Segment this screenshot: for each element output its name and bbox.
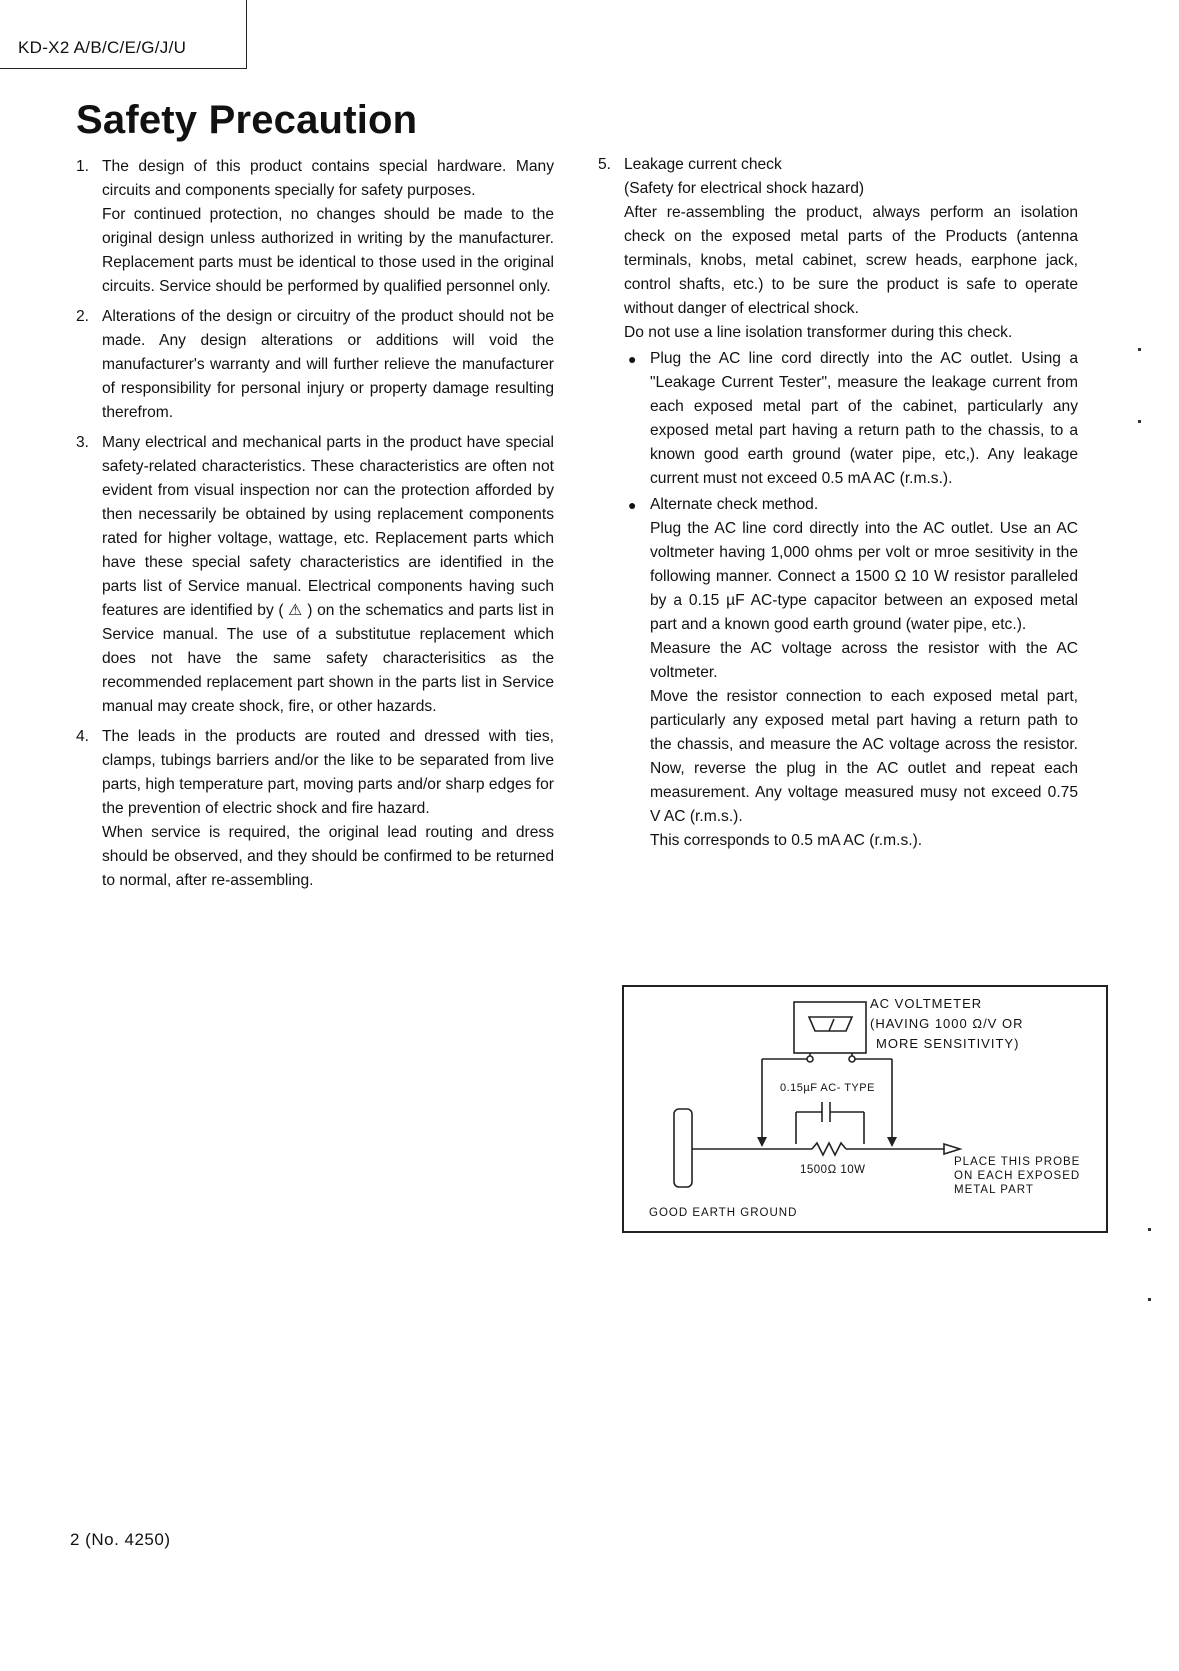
item-note: Do not use a line isolation transformer during this check. [624, 324, 1013, 341]
item-heading: Leakage current check [624, 156, 782, 173]
item-paragraph: The leads in the products are routed and dressed with ties, clamps, tubings barriers and/or the like to be separated from live parts, high temperature part, moving parts and/or sharp edges for the prevention of electric shock and fire hazard. [102, 728, 554, 817]
item-number: 4. [76, 728, 90, 745]
probe-label-1: PLACE THIS PROBE [954, 1156, 1081, 1168]
header-box [0, 0, 247, 69]
item-subheading: (Safety for electrical shock hazard) [624, 180, 865, 197]
right-column [598, 153, 1078, 859]
bullet-paragraph: Move the resistor connection to each exposed metal part, particularly any exposed metal part having a return path to the chassis, and measure the AC voltage across the resistor. Now, reverse the plug in the AC outlet and repeat each measurement. Any voltage measured musy not exceed 0.75 V AC (r.m.s.). [650, 688, 1078, 825]
probe-icon [944, 1144, 960, 1154]
circuit-schematic [624, 987, 1110, 1235]
item-paragraph: After re-assembling the product, always perform an isolation check on the exposed metal parts of the Products (antenna terminals, knobs, metal cabinet, screw heads, earphone jack, control shafts, etc.) to be sure the product is safe to operate without danger of electrical shock. [624, 204, 1078, 317]
bullet-paragraph: Measure the AC voltage across the resistor with the AC voltmeter. [650, 640, 1078, 681]
item-number: 3. [76, 434, 90, 451]
bullet-item [624, 493, 1078, 853]
scan-mark [1138, 348, 1141, 351]
item-number: 1. [76, 158, 90, 175]
probe-label-2: ON EACH EXPOSED [954, 1170, 1081, 1182]
model-number: KD-X2 A/B/C/E/G/J/U [18, 38, 187, 57]
probe-label-3: METAL PART [954, 1184, 1034, 1196]
resistor-label: 1500Ω 10W [800, 1164, 866, 1176]
capacitor-label: 0.15µF AC- TYPE [780, 1082, 875, 1094]
bullet-title: Alternate check method. [650, 496, 819, 513]
page-footer: 2 (No. 4250) [70, 1530, 171, 1549]
list-item [76, 155, 554, 299]
page-title: Safety Precaution [76, 98, 418, 142]
resistor-icon [812, 1143, 846, 1155]
scan-mark [1148, 1228, 1151, 1231]
bullet-item [624, 347, 1078, 491]
item-paragraph: When service is required, the original lead routing and dress should be observed, and they should be confirmed to be returned to normal, after re-assembling. [102, 824, 554, 889]
voltmeter-sensitivity: (HAVING 1000 Ω/V OR [870, 1016, 1024, 1031]
list-item [76, 431, 554, 719]
item-paragraph: Alterations of the design or circuitry of the product should not be made. Any design alterations or additions will void the manufacturer's warranty and will further relieve the manufacturer of responsibility for personal injury or property damage resulting therefrom. [102, 308, 554, 421]
item-paragraph: Many electrical and mechanical parts in the product have special safety-related characteristics. These characteristics are often not evident from visual inspection nor can the protection afforded by then necessarily be obtained by using replacement components rated for higher voltage, wattage, etc. Replacement parts which have these special safety characteristics are identified in the parts list of Service manual. Electrical components having such features are identified by ( ⚠ ) on the schematics and parts list in Service manual. The use of a substitutue replacement which does not have the same safety characterisitics as the recommended replacement part shown in the parts list in Service manual may create shock, fire, or other hazards. [102, 434, 554, 715]
bullet-icon: ● [628, 497, 637, 513]
item-paragraph: The design of this product contains special hardware. Many circuits and components specially for safety purposes. [102, 158, 554, 199]
voltmeter-label: AC VOLTMETER [870, 996, 983, 1011]
bullet-paragraph: Plug the AC line cord directly into the AC outlet. Using a "Leakage Current Tester", measure the leakage current from each exposed metal part of the cabinet, particularly any exposed metal part having a return path to the chassis, to a known good earth ground (water pipe, etc,). Any leakage current must not exceed 0.5 mA AC (r.m.s.). [650, 350, 1078, 487]
scan-mark [1138, 420, 1141, 423]
leakage-test-diagram [622, 985, 1108, 1233]
item-number: 2. [76, 308, 90, 325]
item-number: 5. [598, 156, 612, 173]
list-item [76, 725, 554, 893]
item-paragraph: For continued protection, no changes should be made to the original design unless authorized in writing by the manufacturer. Replacement parts must be identical to those used in the original circuits. Service should be performed by qualified personnel only. [102, 206, 554, 295]
voltmeter-sensitivity-2: MORE SENSITIVITY) [876, 1036, 1020, 1051]
ground-label: GOOD EARTH GROUND [649, 1207, 798, 1219]
bullet-icon: ● [628, 351, 637, 367]
bullet-paragraph: Plug the AC line cord directly into the AC outlet. Use an AC voltmeter having 1,000 ohms per volt or mroe sesitivity in the following manner. Connect a 1500 Ω 10 W resistor paralleled by a 0.15 µF AC-type capacitor between an exposed metal part and a known good earth ground (water pipe, etc.). [650, 520, 1078, 633]
list-item [76, 305, 554, 425]
bullet-paragraph: This corresponds to 0.5 mA AC (r.m.s.). [650, 832, 923, 849]
scan-mark [1148, 1298, 1151, 1301]
list-item [598, 153, 1078, 853]
left-column [76, 155, 554, 899]
ground-rod-icon [674, 1109, 692, 1187]
